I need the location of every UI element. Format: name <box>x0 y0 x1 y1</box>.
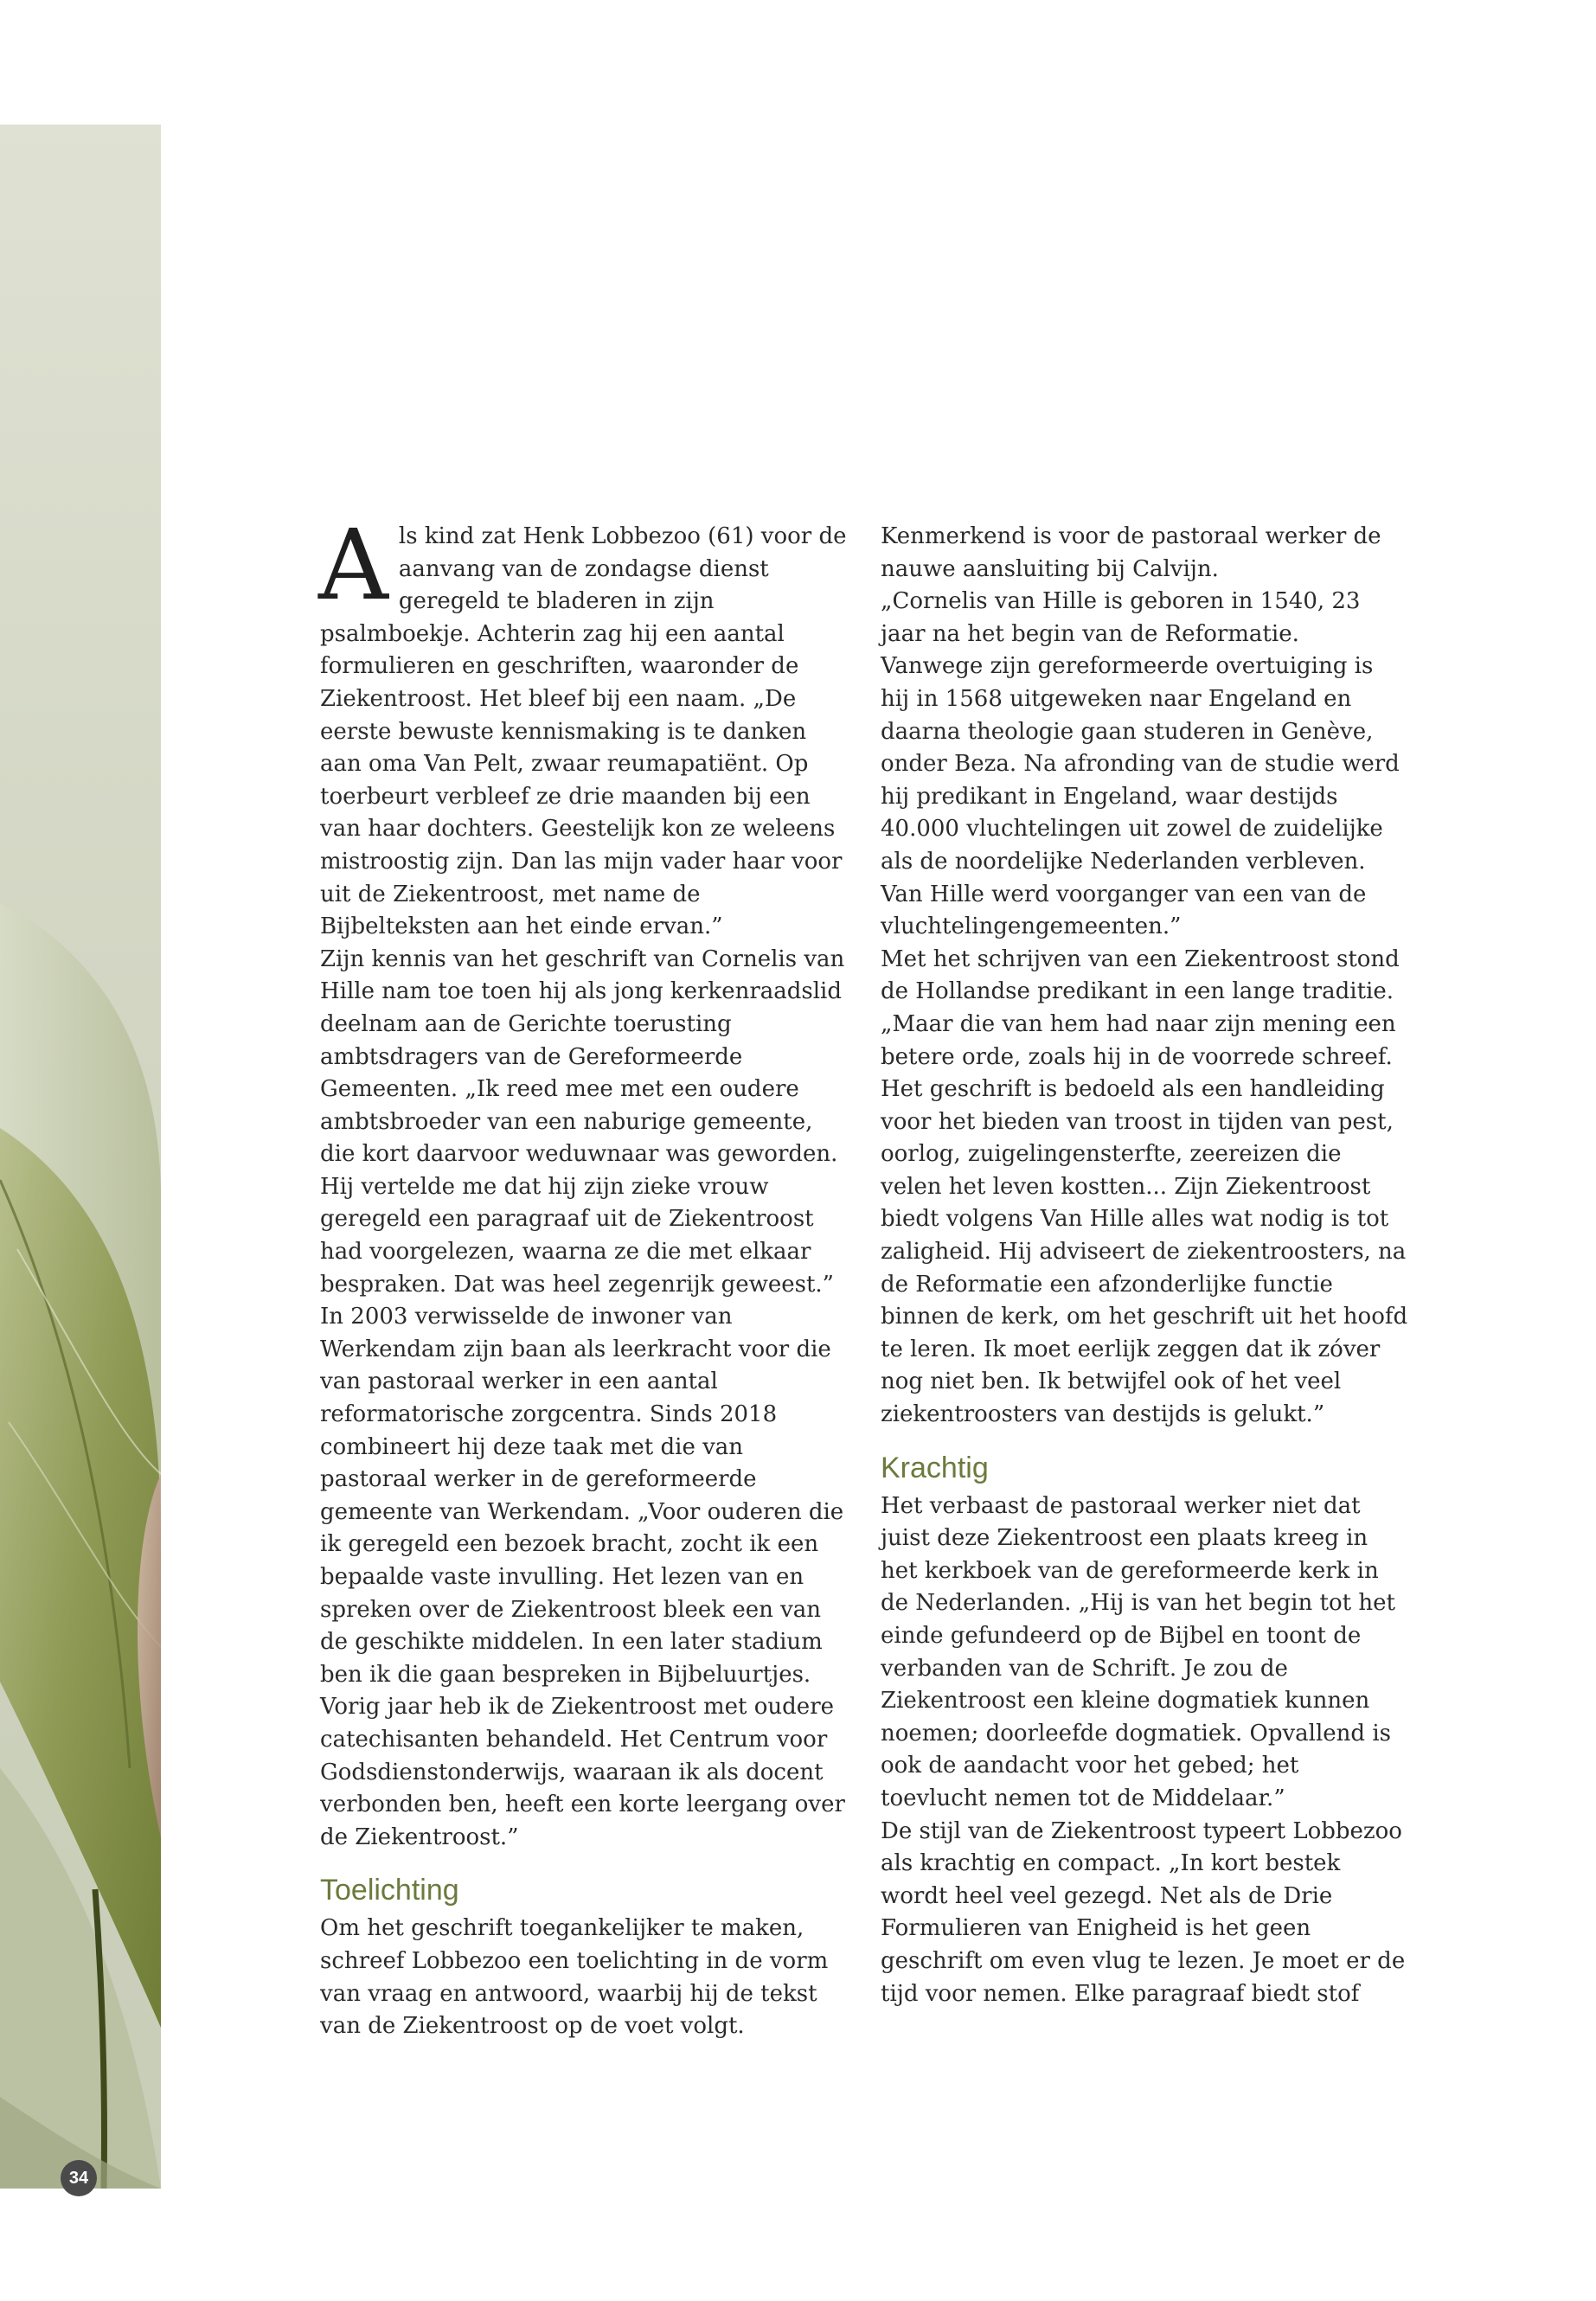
body-paragraph: De stijl van de Ziekentroost typeert Lobbezoo als krachtig en compact. „In kort bestek wordt heel veel gezegd. Net als de Drie Formulieren van Enigheid is het geen geschrift om even vlug te lezen. Je moet er de tijd voor nemen. Elke paragraaf biedt stof <box>881 1817 1406 2007</box>
intro-paragraph <box>318 510 848 944</box>
body-paragraph: Om het geschrift toegankelijker te maken, schreef Lobbezoo een toelichting in de vorm van vraag en antwoord, waarbij hij de tekst van de Ziekentroost op de voet volgt. <box>320 1915 829 2040</box>
subheading-toelichting: Toelichting <box>320 1874 459 1907</box>
body-paragraph: „Cornelis van Hille is geboren in 1540, 23 jaar na het begin van de Reformatie. Vanwege zijn gereformeerde overtuiging is hij in 1568 uitgeweken naar Engeland en daarna theologie gaan studeren in Genève, onder Beza. Na afronding van de studie werd hij predikant in Engeland, waar destijds 40.000 vluchtelingen uit zowel de zuidelijke als de noordelijke Nederlanden verbleven. Van Hille werd voorganger van een van de vluchtelingengemeenten.” <box>881 588 1400 940</box>
subheading-krachtig: Krachtig <box>881 1451 989 1484</box>
body-paragraph: In 2003 verwisselde de inwoner van Werkendam zijn baan als leerkracht voor die van pastoraal werker in een aantal reformatorische zorgcentra. Sinds 2018 combineert hij deze taak met die van pastoraal werker in de gereformeerde gemeente van Werkendam. „Voor ouderen die ik geregeld een bezoek bracht, zocht ik een bepaalde vaste invulling. Het lezen van en spreken over de Ziekentroost bleek een van de geschikte middelen. In een later stadium ben ik die gaan bespreken in Bijbeluurtjes. Vorig jaar heb ik de Ziekentroost met oudere catechisanten behandeld. Het Centrum voor Godsdienstonderwijs, waaraan ik als docent verbonden ben, heeft een korte leergang over de Ziekentroost.” <box>320 1304 845 1850</box>
page-number: 34 <box>61 2160 97 2196</box>
intro-text: ls kind zat Henk Lobbezoo (61) voor de aanvang van de zondagse dienst geregeld te bladeren in zijn psalmboekje. Achterin zag hij een aantal formulieren en geschriften, waaronder de Ziekentroost. Het bleef bij een naam. „De eerste bewuste kennismaking is te danken aan oma Van Pelt, zwaar reumapatiënt. Op toerbeurt verbleef ze drie maanden bij een van haar dochters. Geestelijk kon ze weleens mistroostig zijn. Dan las mijn vader haar voor uit de Ziekentroost, met name de Bijbelteksten aan het einde ervan.” <box>320 523 847 940</box>
body-paragraph: Het verbaast de pastoraal werker niet dat juist deze Ziekentroost een plaats kreeg in het kerkboek van de gereformeerde kerk in de Nederlanden. „Hij is van het begin tot het einde gefundeerd op de Bijbel en toont de verbanden van de Schrift. Je zou de Ziekentroost een kleine dogmatiek kunnen noemen; doorleefde dogmatiek. Opvallend is ook de aandacht voor het gebed; het toevlucht nemen tot de Middelaar.” <box>881 1492 1395 1811</box>
leaf-illustration <box>0 125 161 2189</box>
body-paragraph: Kenmerkend is voor de pastoraal werker de nauwe aansluiting bij Calvijn. <box>881 523 1381 582</box>
body-paragraph: Met het schrijven van een Ziekentroost stond de Hollandse predikant in een lange traditie. „Maar die van hem had naar zijn mening een betere orde, zoals hij in de voorrede schreef. Het geschrift is bedoeld als een handleiding voor het bieden van troost in tijden van pest, oorlog, zuigelingensterfte, zeereizen die velen het leven kostten... Zijn Ziekentroost biedt volgens Van Hille alles wat nodig is tot zaligheid. Hij adviseert de ziekentroosters, na de Reformatie een afzonderlijke functie binnen de kerk, om het geschrift uit het hoofd te leren. Ik moet eerlijk zeggen dat ik zóver nog niet ben. Ik betwijfel ook of het veel ziekentroosters van destijds is gelukt.” <box>881 945 1408 1428</box>
drop-cap: A <box>318 510 388 622</box>
body-paragraph: Zijn kennis van het geschrift van Cornelis van Hille nam toe toen hij als jong kerkenraadslid deelnam aan de Gerichte toerusting ambtsdragers van de Gereformeerde Gemeenten. „Ik reed mee met een oudere ambtsbroeder van een naburige gemeente, die kort daarvoor weduwnaar was geworden. Hij vertelde me dat hij zijn zieke vrouw geregeld een paragraaf uit de Ziekentroost had voorgelezen, waarna ze die met elkaar bespraken. Dat was heel zegenrijk geweest.” <box>320 945 845 1298</box>
article-column-right <box>881 521 1408 2010</box>
article-column-left <box>318 510 848 2043</box>
decorative-leaf-photo <box>0 125 161 2189</box>
